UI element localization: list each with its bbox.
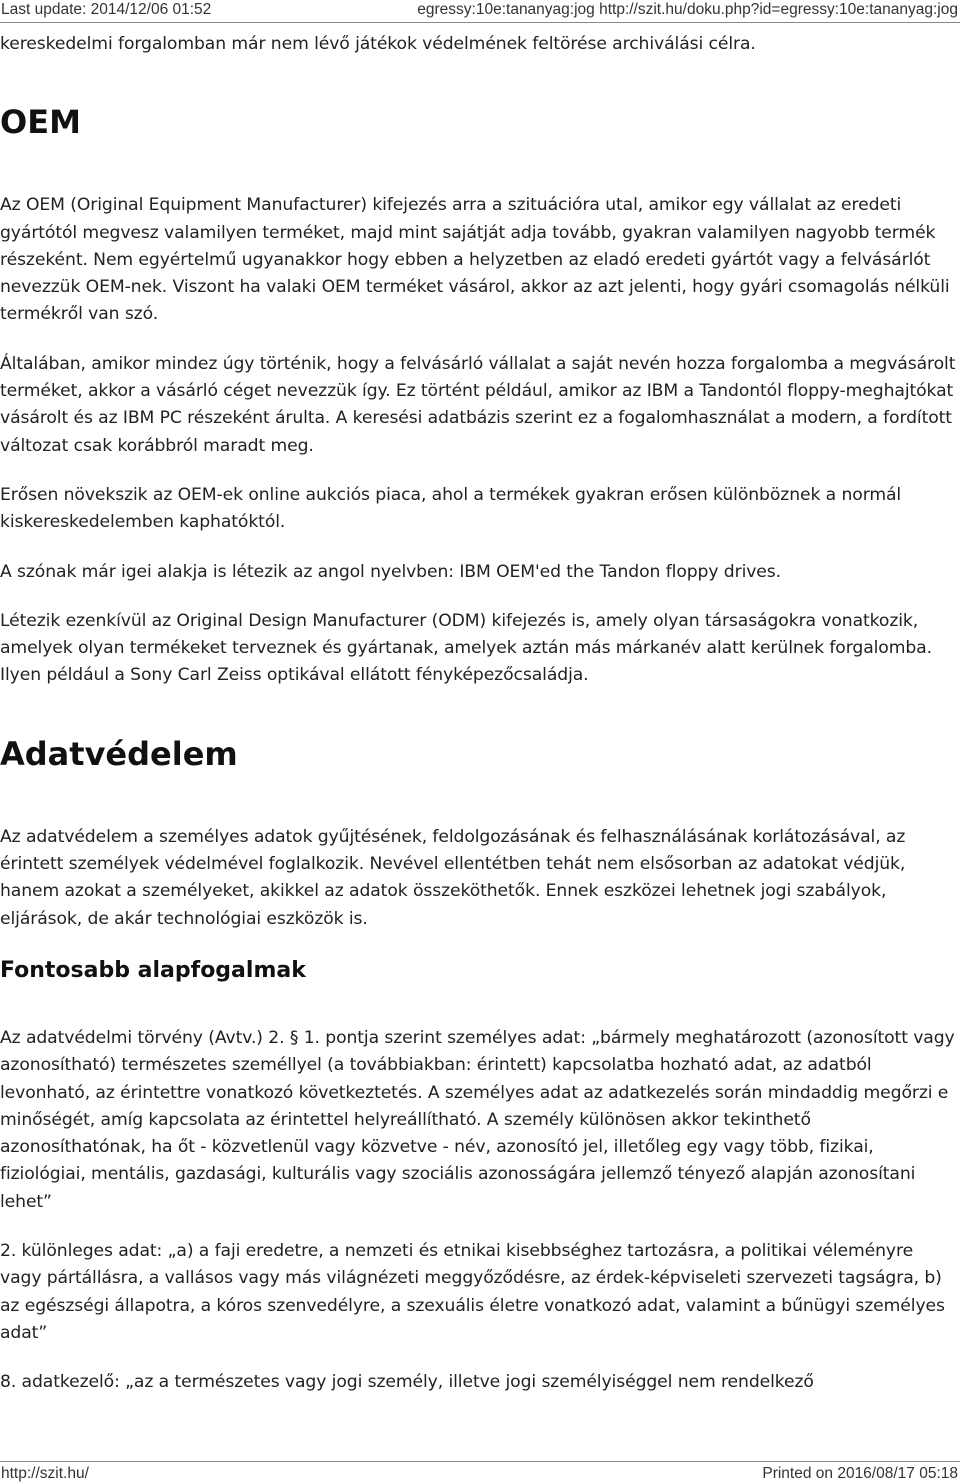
oem-paragraph-4: A szónak már igei alakja is létezik az angol nyelvben: IBM OEM'ed the Tandon floppy drives. bbox=[0, 561, 782, 582]
page-header bbox=[0, 0, 960, 23]
alapfogalmak-paragraph-3: 8. adatkezelő: „az a természetes vagy jogi személy, illetve jogi személyiséggel nem rendelkező bbox=[0, 1372, 814, 1393]
oem-paragraph-2: Általában, amikor mindez úgy történik, hogy a felvásárló vállalat a saját nevén hozza forgalomba a megvásárolt terméket, akkor a vásárló céget nevezzük így. Ez történt például, amikor az IBM a Tandontól floppy-meghajtókat vásárolt és az IBM PC részeként árulta. A keresési adatbázis szerint ez a fogalomhasználat a modern, a fordított változat csak korábbról maradt meg. bbox=[0, 353, 956, 456]
adatvedelem-paragraph-1: Az adatvédelem a személyes adatok gyűjtésének, feldolgozásának és felhasználásának korlátozásával, az érintett személyek védelmével foglalkozik. Nevével ellentétben tehát nem elsősorban az adatokat védjük, hanem azokat a személyeket, akikkel az adatok összeköthetők. Ennek eszközei lehetnek jogi szabályok, eljárások, de akár technológiai eszközök is. bbox=[0, 826, 906, 929]
oem-paragraph-5: Létezik ezenkívül az Original Design Manufacturer (ODM) kifejezés is, amely olyan társaságokra vonatkozik, amelyek olyan termékeket terveznek és gyártanak, amelyek aztán más márkanév alatt kerülnek forgalomba. Ilyen például a Sony Carl Zeiss optikával ellátott fényképezőcsaládja. bbox=[0, 610, 932, 686]
oem-paragraph-1: Az OEM (Original Equipment Manufacturer) kifejezés arra a szituációra utal, amikor egy vállalat az eredeti gyártótól megvesz valamilyen terméket, majd mint sajátját adja tovább, gyakran valamilyen nagyobb termék részeként. Nem egyértelmű ugyanakkor hogy ebben a helyzetben az eladó eredeti gyártót vagy a felvásárlót nevezzük OEM-nek. Viszont ha valaki OEM terméket vásárol, akkor az azt jelenti, hogy gyári csomagolás nélküli termékről van szó. bbox=[0, 195, 950, 325]
section-title-adatvedelem: Adatvédelem bbox=[0, 734, 238, 773]
document-body bbox=[0, 31, 958, 1419]
subsection-title-alapfogalmak: Fontosabb alapfogalmak bbox=[0, 957, 306, 983]
page-id-link[interactable]: egressy:10e:tananyag:jog http://szit.hu/doku.php?id=egressy:10e:tananyag:jog bbox=[417, 1, 958, 18]
footer-url-link[interactable]: http://szit.hu/ bbox=[1, 1465, 89, 1482]
section-title-oem: OEM bbox=[0, 103, 81, 142]
alapfogalmak-paragraph-1: Az adatvédelmi törvény (Avtv.) 2. § 1. pontja szerint személyes adat: „bármely meghatározott (azonosított vagy azonosítható) természetes személlyel (a továbbiakban: érintett) kapcsolatba hozható adat, az adatból levonható, az érintettre vonatkozó következtetés. A személyes adat az adatkezelés során mindaddig megőrzi e minőségét, amíg kapcsolata az érintettel helyreállítható. A személy különösen akkor tekinthető azonosíthatónak, ha őt - közvetlenül vagy közvetve - név, azonosító jel, illetőleg egy vagy több, fizikai, fiziológiai, mentális, gazdasági, kulturális vagy szociális azonosságára jellemző tényező alapján azonosítani lehet” bbox=[0, 1027, 955, 1212]
oem-paragraph-3: Erősen növekszik az OEM-ek online aukciós piaca, ahol a termékek gyakran erősen különböznek a normál kiskereskedelemben kaphatóktól. bbox=[0, 484, 902, 533]
printed-date: Printed on 2016/08/17 05:18 bbox=[762, 1465, 958, 1482]
last-update: Last update: 2014/12/06 01:52 bbox=[1, 1, 212, 18]
intro-line: kereskedelmi forgalomban már nem lévő játékok védelmének feltörése archiválási célra. bbox=[0, 34, 756, 54]
page-footer bbox=[0, 1461, 960, 1484]
alapfogalmak-paragraph-2: 2. különleges adat: „a) a faji eredetre, a nemzeti és etnikai kisebbséghez tartozásra, a politikai véleményre vagy pártállásra, a vallásos vagy más világnézeti meggyőződésre, az érdek-képviseleti szervezeti tagságra, b) az egészségi állapotra, a kóros szenvedélyre, a szexuális életre vonatkozó adat, valamint a bűnügyi személyes adat” bbox=[0, 1241, 945, 1343]
